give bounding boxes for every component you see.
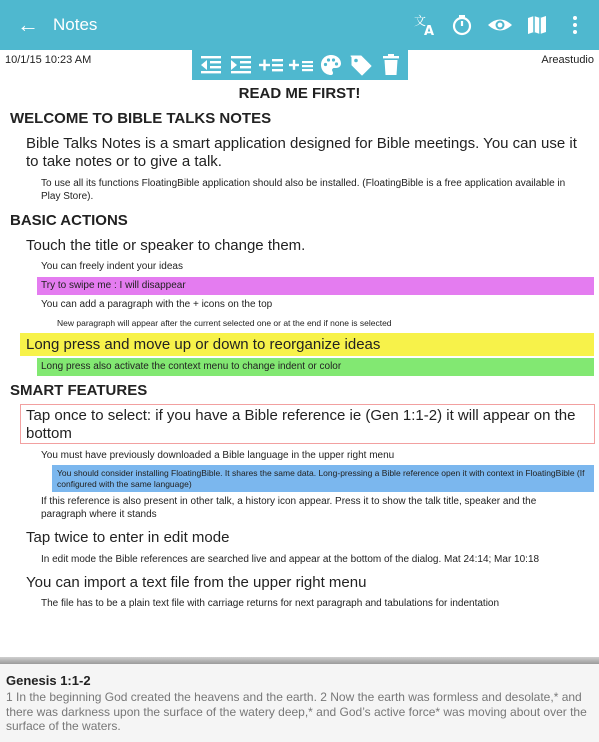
- indent-increase-icon[interactable]: [226, 51, 256, 79]
- paragraph[interactable]: Try to swipe me : I will disappear: [41, 280, 186, 291]
- paragraph[interactable]: Long press and move up or down to reorganize ideas: [26, 336, 381, 353]
- add-subparagraph-icon[interactable]: [286, 51, 316, 79]
- paragraph[interactable]: Bible Talks Notes is a smart application designed for Bible meetings. You can use it to take notes or to give a talk.: [26, 135, 577, 170]
- map-icon[interactable]: [522, 10, 552, 40]
- paragraph[interactable]: New paragraph will appear after the current selected one or at the end if none is selected: [57, 318, 392, 328]
- speaker-name[interactable]: Areastudio: [541, 54, 594, 66]
- paragraph[interactable]: Long press also activate the context menu to change indent or color: [41, 361, 342, 372]
- paragraph[interactable]: The file has to be a plain text file with carriage returns for next paragraph and tabulations for indentation: [41, 598, 500, 609]
- paragraph[interactable]: You must have previously downloaded a Bible language in the upper right menu: [41, 450, 395, 461]
- talk-title[interactable]: READ ME FIRST!: [238, 85, 361, 102]
- paragraph[interactable]: To use all its functions FloatingBible application should also be installed. (FloatingBible is a free application available in Play Store).: [41, 178, 566, 202]
- translate-icon[interactable]: [411, 10, 441, 40]
- section-heading[interactable]: SMART FEATURES: [10, 382, 148, 399]
- paragraph[interactable]: You can import a text file from the upper right menu: [26, 574, 367, 591]
- section-heading[interactable]: WELCOME TO BIBLE TALKS NOTES: [10, 110, 272, 127]
- paragraph[interactable]: You can add a paragraph with the + icons on the top: [41, 299, 273, 310]
- arrow-left-icon[interactable]: ←: [17, 12, 39, 37]
- app-title: Notes: [53, 15, 98, 34]
- svg-text:A: A: [424, 24, 435, 37]
- paragraph[interactable]: Tap twice to enter in edit mode: [26, 529, 230, 546]
- tag-icon[interactable]: [346, 51, 376, 79]
- paragraph[interactable]: Tap once to select: if you have a Bible reference ie (Gen 1:1-2) it will appear on the bottom: [26, 407, 576, 442]
- app-bar: [0, 0, 599, 50]
- paragraph[interactable]: You can freely indent your ideas: [41, 261, 183, 272]
- more-vert-icon[interactable]: [560, 10, 590, 40]
- paragraph[interactable]: You should consider installing FloatingBible. It shares the same data. Long-pressing a Bible reference open it with context in FloatingBible (If configured with the same language): [57, 468, 585, 489]
- delete-icon[interactable]: [376, 51, 406, 79]
- reference-title: Genesis 1:1-2: [6, 673, 91, 688]
- svg-text:文: 文: [414, 14, 427, 28]
- edit-toolbar: [192, 49, 408, 80]
- paragraph[interactable]: Touch the title or speaker to change them.: [26, 237, 306, 254]
- indent-decrease-icon[interactable]: [196, 51, 226, 79]
- palette-icon[interactable]: [316, 51, 346, 79]
- section-heading[interactable]: BASIC ACTIONS: [10, 212, 128, 229]
- panel-divider[interactable]: [0, 657, 599, 664]
- timer-icon[interactable]: [447, 10, 477, 40]
- talk-date[interactable]: 10/1/15 10:23 AM: [5, 54, 92, 66]
- add-paragraph-icon[interactable]: [256, 51, 286, 79]
- eye-icon[interactable]: [485, 10, 515, 40]
- reference-text: 1 In the beginning God created the heavens and the earth. 2 Now the earth was formless and desolate,* and there was darkness upon the surface of the watery deep,* and God’s active force* was moving about over the surface of the waters.: [6, 690, 587, 733]
- paragraph[interactable]: If this reference is also present in other talk, a history icon appear. Press it to show the talk title, speaker and the paragraph where it stands: [41, 496, 537, 520]
- paragraph[interactable]: In edit mode the Bible references are searched live and appear at the bottom of the dialog. Mat 24:14; Mar 10:18: [41, 554, 540, 565]
